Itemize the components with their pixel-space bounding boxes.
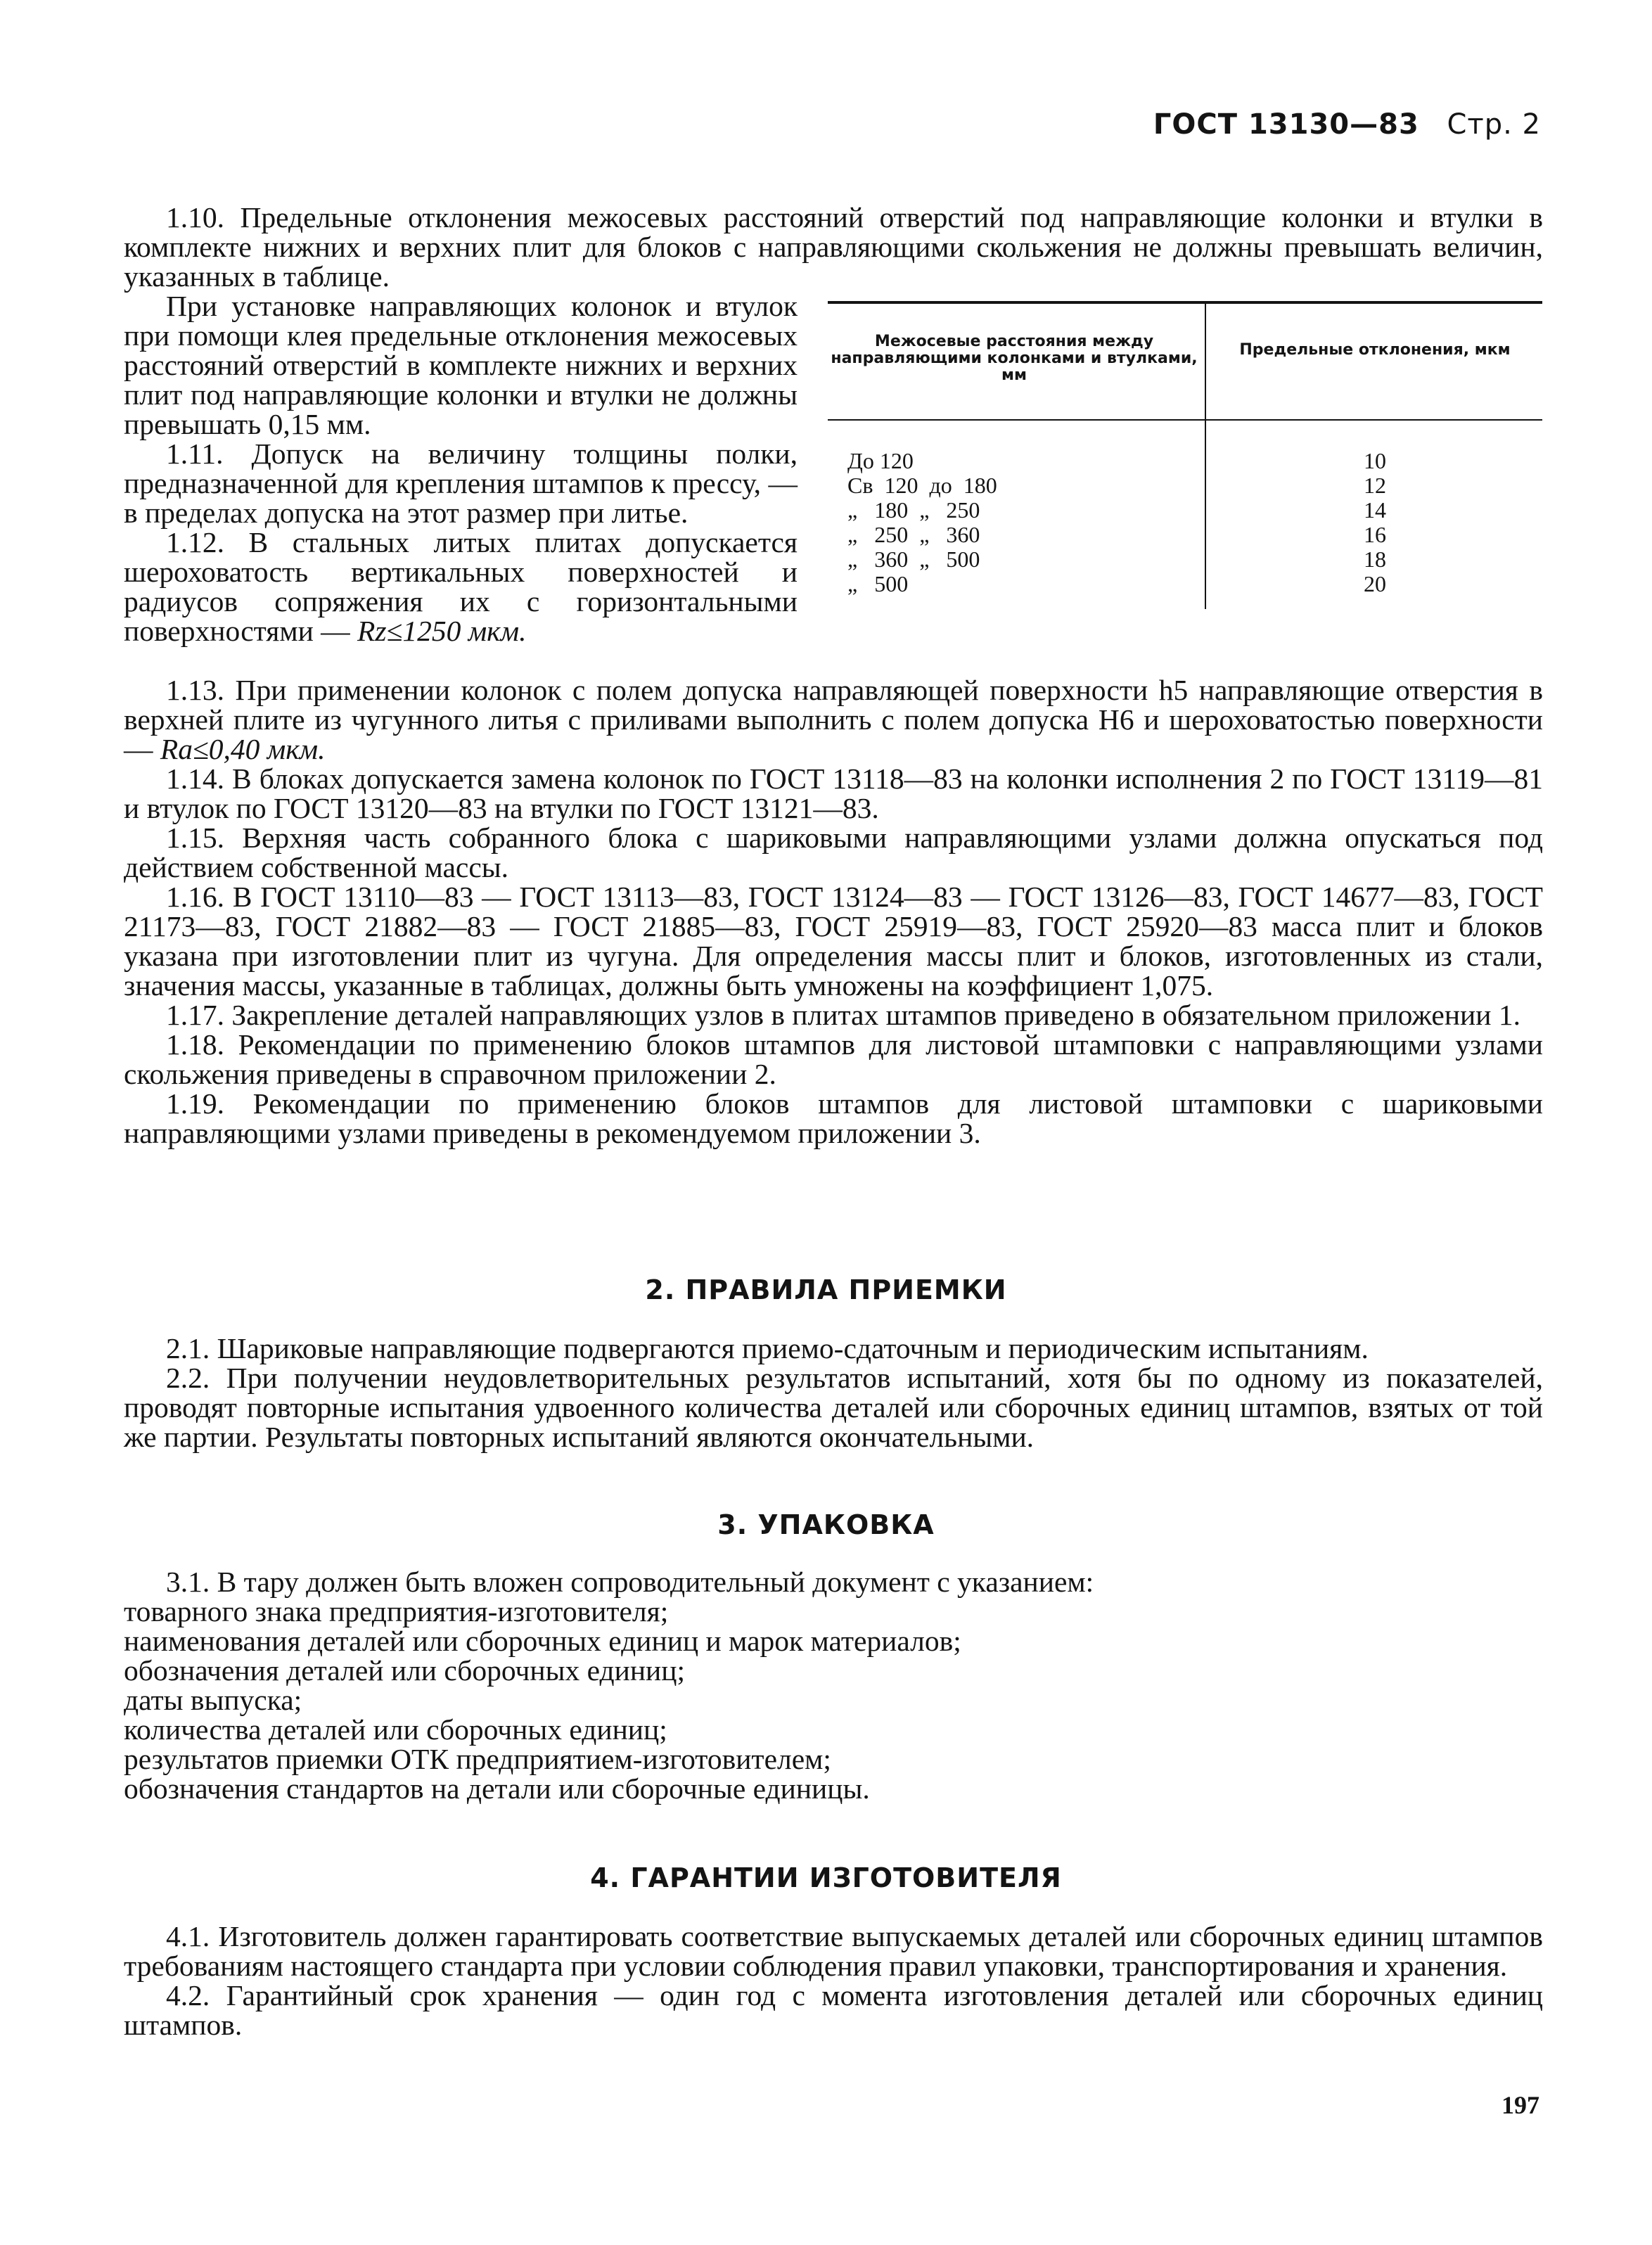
paragraph-4-2: 4.2. Гарантийный срок хранения — один год с момента изготовления деталей или сборочных единиц штампов. [124, 1979, 1543, 2041]
table-cell-range: Св 120 до 180 [847, 473, 997, 498]
section2-body [124, 1333, 1543, 1452]
list-item: товарного знака предприятия-изготовителя; [124, 1595, 669, 1627]
paragraph-1-14: 1.14. В блоках допускается замена колонок по ГОСТ 13118—83 на колонки исполнения 2 по ГОСТ 13119—81 и втулок по ГОСТ 13120—83 на втулки по ГОСТ 13121—83. [124, 762, 1543, 824]
table-column-values [1208, 449, 1542, 596]
table-column-divider [1205, 304, 1206, 609]
table-header-deviation: Предельные отклонения, мкм [1239, 341, 1511, 359]
table-cell-value: 10 [1364, 448, 1386, 473]
table-cell-range: „ 250 „ 360 [847, 522, 980, 547]
table-cell-range: „ 500 [847, 571, 909, 596]
table-header-distance: Межосевые расстояния между направляющими колонками и втулками, мм [831, 333, 1198, 384]
table-header-rule [828, 419, 1542, 421]
formula-rz: Rz≤1250 мкм. [357, 615, 527, 647]
paragraph-3-1: 3.1. В тару должен быть вложен сопроводительный документ с указанием: [166, 1566, 1094, 1598]
paragraph-1-13: 1.13. При применении колонок с полем допуска направляющей поверхности h5 направляющие отверстия в верхней плите из чугунного литья с приливами выполнить с полем допуска H6 и шероховатостью поверхности — Ra≤0,40 мкм. [124, 674, 1543, 765]
section4-body [124, 1921, 1543, 2040]
page-number: 197 [1501, 2091, 1539, 2119]
paragraph-1-10: 1.10. Предельные отклонения межосевых расстояний отверстий под направляющие колонки и втулки в комплекте нижних и верхних плит для блоков с направляющими скольжения не должны превышать величин, указанных в таблице. [124, 201, 1543, 293]
list-item: результатов приемки ОТК предприятием-изготовителем; [124, 1743, 831, 1775]
standard-number: ГОСТ 13130—83 [1153, 108, 1419, 141]
table-cell-value: 14 [1364, 497, 1386, 523]
table-cell-value: 12 [1364, 473, 1386, 498]
formula-ra: Ra≤0,40 мкм. [160, 733, 326, 765]
paragraph-1-17: 1.17. Закрепление деталей направляющих узлов в плитах штампов приведено в обязательном приложении 1. [166, 999, 1520, 1031]
section3-title: 3. УПАКОВКА [717, 1509, 935, 1540]
section3-body [124, 1567, 1543, 1803]
paragraph-1-15: 1.15. Верхняя часть собранного блока с шариковыми направляющими узлами должна опускаться под действием собственной массы. [124, 821, 1543, 883]
paragraph-4-1: 4.1. Изготовитель должен гарантировать соответствие выпускаемых деталей или сборочных единиц штампов требованиям настоящего стандарта при условии соблюдения правил упаковки, транспортирования и хранения. [124, 1920, 1543, 1982]
section2-title: 2. ПРАВИЛА ПРИЕМКИ [645, 1274, 1007, 1305]
paragraph-1-10-glue: При установке направляющих колонок и втулок при помощи клея предельные отклонения межосевых расстояний отверстий в комплекте нижних и верхних плит под направляющие колонки и втулки не должны превышать 0,15 мм. [124, 290, 798, 440]
paragraph-1-16: 1.16. В ГОСТ 13110—83 — ГОСТ 13113—83, ГОСТ 13124—83 — ГОСТ 13126—83, ГОСТ 14677—83, ГОСТ 21173—83, ГОСТ 21882—83 — ГОСТ 21885—83, ГОСТ 25919—83, ГОСТ 25920—83 масса плит и блоков указана при изготовлении плит из чугуна. Для определения массы плит и блоков, изготовленных из стали, значения массы, указанные в таблицах, должны быть умножены на коэффициент 1,075. [124, 881, 1543, 1002]
deviation-table [828, 291, 1542, 609]
table-cell-value: 18 [1364, 546, 1386, 572]
section1-continued [124, 675, 1543, 1148]
list-item: обозначения стандартов на детали или сборочные единицы. [124, 1772, 870, 1805]
list-item: даты выпуска; [124, 1684, 302, 1716]
section1-intro [124, 203, 1543, 291]
table-cell-range: До 120 [847, 448, 914, 473]
page-label: Стр. 2 [1447, 108, 1541, 141]
paragraph-1-11: 1.11. Допуск на величину толщины полки, предназначенной для крепления штампов к прессу, — в пределах допуска на этот размер при литье. [124, 437, 798, 529]
paragraph-2-1: 2.1. Шариковые направляющие подвергаются приемо-сдаточным и периодическим испытаниям. [166, 1332, 1369, 1364]
paragraph-2-2: 2.2. При получении неудовлетворительных результатов испытаний, хотя бы по одному из показателей, проводят повторные испытания удвоенного количества деталей или сборочных единиц штампов, взятых от той же партии. Результаты повторных испытаний являются окончательными. [124, 1362, 1543, 1453]
list-item: наименования деталей или сборочных единиц и марок материалов; [124, 1625, 961, 1657]
page-header [1153, 108, 1541, 141]
section4-title: 4. ГАРАНТИИ ИЗГОТОВИТЕЛЯ [590, 1862, 1062, 1893]
table-cell-value: 20 [1364, 571, 1386, 596]
table-cell-range: „ 180 „ 250 [847, 497, 980, 523]
table-top-rule [828, 301, 1542, 304]
paragraph-1-19: 1.19. Рекомендации по применению блоков штампов для листовой штамповки с шариковыми направляющими узлами приведены в рекомендуемом приложении 3. [124, 1087, 1543, 1149]
list-item: количества деталей или сборочных единиц; [124, 1713, 667, 1746]
table-cell-value: 16 [1364, 522, 1386, 547]
table-column-ranges [847, 449, 1185, 596]
list-item: обозначения деталей или сборочных единиц; [124, 1654, 685, 1687]
table-cell-range: „ 360 „ 500 [847, 546, 980, 572]
paragraph-1-18: 1.18. Рекомендации по применению блоков штампов для листовой штамповки с направляющими узлами скольжения приведены в справочном приложении 2. [124, 1028, 1543, 1090]
paragraph-1-12: 1.12. В стальных литых плитах допускается шероховатость вертикальных поверхностей и радиусов сопряжения их с горизонтальными поверхностями — Rz≤1250 мкм. [124, 526, 798, 647]
section1-narrow-column [124, 291, 798, 646]
